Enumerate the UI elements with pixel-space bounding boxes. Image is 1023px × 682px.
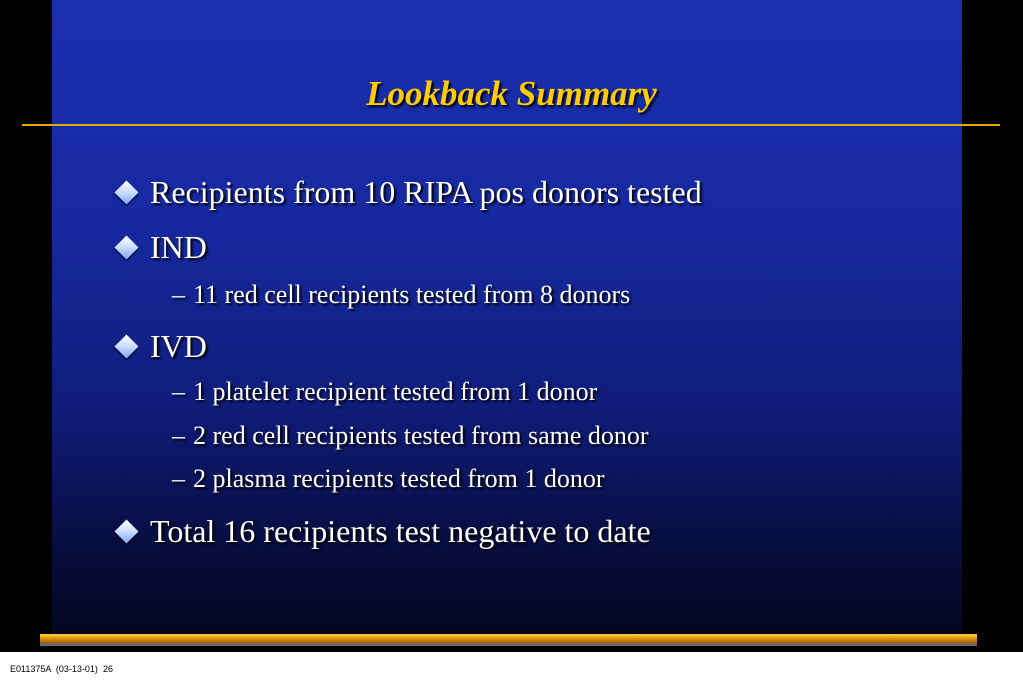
bullet-recipients [118,174,702,211]
bottom-bar-shadow [40,643,977,646]
footer-page-number: 26 [102,664,113,674]
slide-footer [10,664,113,674]
sub-item-ivd-plasma [172,464,605,494]
bullet-ivd [118,328,207,365]
sub-item-ivd-red-cell [172,421,649,451]
bullet-text: Total 16 recipients test negative to date [150,513,651,549]
diamond-bullet-icon [114,235,138,259]
bullet-text: IND [150,229,207,265]
sub-item-text: 11 red cell recipients tested from 8 donors [193,280,631,309]
dash-marker: – [172,377,185,406]
bullet-total [118,513,651,550]
sub-item-ivd-platelet [172,377,597,407]
footer-date: (03-13-01) [55,664,98,674]
footer-code: E011375A [10,664,51,674]
dash-marker: – [172,280,185,309]
diamond-bullet-icon [114,519,138,543]
sub-item-text: 2 red cell recipients tested from same donor [193,421,649,450]
slide-title: Lookback Summary [366,74,657,113]
bottom-accent-bar [40,634,977,643]
bullet-text: IVD [150,328,207,364]
sub-item-text: 2 plasma recipients tested from 1 donor [193,464,605,493]
sub-item-text: 1 platelet recipient tested from 1 donor [193,377,598,406]
dash-marker: – [172,464,185,493]
sub-item-ind-red-cell [172,280,630,310]
title-divider [22,124,1000,126]
diamond-bullet-icon [114,180,138,204]
bullet-text: Recipients from 10 RIPA pos donors tested [150,174,702,210]
dash-marker: – [172,421,185,450]
bullet-ind [118,229,207,266]
diamond-bullet-icon [114,334,138,358]
